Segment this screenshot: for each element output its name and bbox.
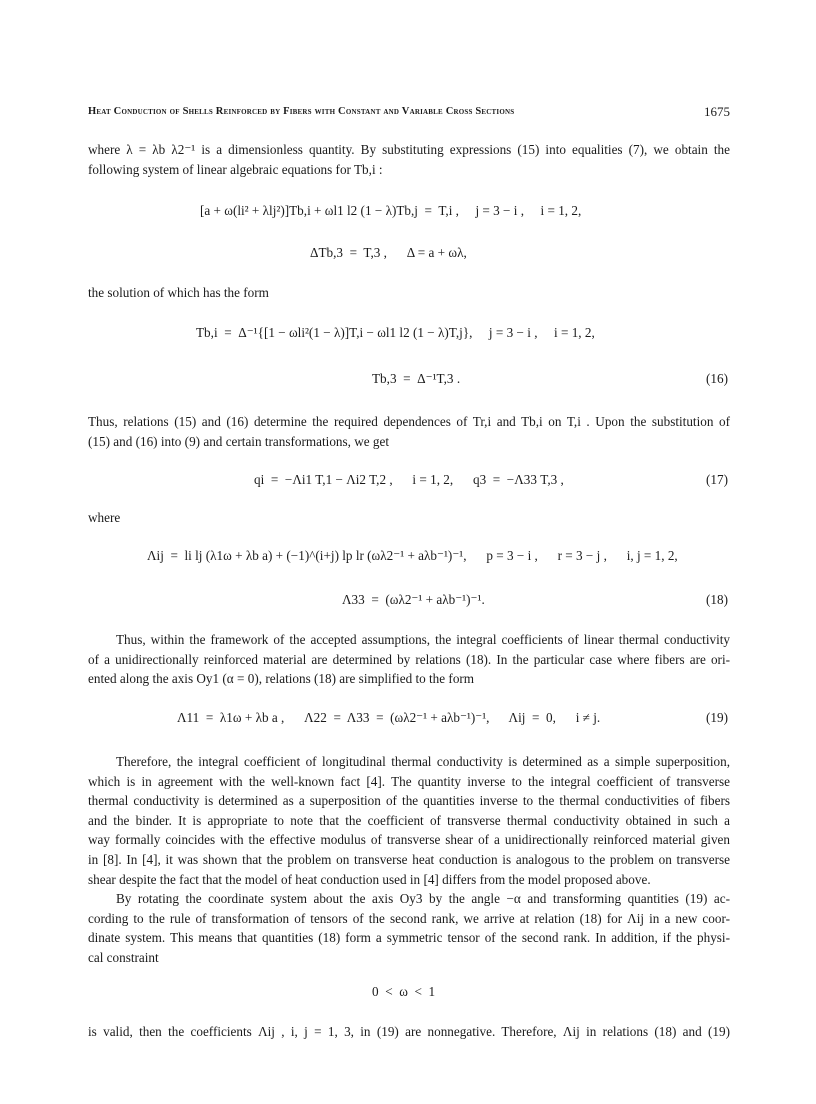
text-line: cording to the rule of transformation of tensors of the second rank, we arrive at relation (18) for Λij in a new coor- [88, 910, 730, 926]
intro-paragraph [88, 140, 730, 179]
final-paragraph [88, 1022, 730, 1042]
rotating-paragraph [88, 889, 730, 967]
solution-label: the solution of which has the form [88, 285, 269, 300]
constraint-inequality: 0 < ω < 1 [372, 984, 436, 999]
equation-number-19: (19) [706, 710, 728, 725]
text-line: (15) and (16) into (9) and certain transformations, we get [88, 433, 390, 449]
where-label: where [88, 510, 121, 525]
therefore-paragraph [88, 752, 730, 889]
text-line: which is in agreement with the well-known fact [4]. The quantity inverse to the integral coefficient of transverse [88, 773, 730, 789]
running-title: Heat Conduction of Shells Reinforced by Fibers with Constant and Variable Cross Sections [88, 106, 515, 117]
equation-16-line-2: Tb,3 = Δ⁻¹T,3 . [372, 371, 461, 386]
text-line: cal constraint [88, 949, 159, 965]
text-line: and the binder. It is appropriate to note that the coefficient of transverse thermal conductivity obtained in such a [88, 812, 730, 828]
thus-paragraph-1 [88, 412, 730, 451]
text-line: shear despite the fact that the model of heat conduction used in [4] differs from the model proposed above. [88, 871, 651, 887]
equation-system-line-1: [a + ω(li² + λlj²)]Tb,i + ωl1 l2 (1 − λ)Tb,j = T,i , j = 3 − i , i = 1, 2, [200, 203, 582, 218]
text-line: following system of linear algebraic equations for Tb,i : [88, 161, 383, 177]
text-line: dinate system. This means that quantities (18) form a symmetric tensor of the second rank. In addition, if the physi- [88, 930, 730, 946]
text-line: By rotating the coordinate system about the axis Oy3 by the angle −α and transforming quantities (19) ac- [116, 891, 730, 906]
text-line: where λ = λb λ2⁻¹ is a dimensionless quantity. By substituting expressions (15) into equalities (7), we obtain the [88, 142, 730, 157]
equation-18-line-1: Λij = li lj (λ1ω + λb a) + (−1)^(i+j) lp lr (ωλ2⁻¹ + aλb⁻¹)⁻¹, p = 3 − i , r = 3 − j , i, j = 1, 2, [147, 548, 678, 563]
text-line: in [8]. In [4], it was shown that the problem on transverse heat conduction is analogous to the problem on transverse [88, 851, 730, 867]
text-line: Thus, relations (15) and (16) determine the required dependences of Tr,i and Tb,i on T,i . Upon the substitution of [88, 414, 730, 429]
equation-16-line-1: Tb,i = Δ⁻¹{[1 − ωli²(1 − λ)]T,i − ωl1 l2 (1 − λ)T,j}, j = 3 − i , i = 1, 2, [196, 325, 595, 340]
text-line: way formally coincides with the effective modulus of transverse shear of a unidirectionally reinforced material given [88, 832, 730, 848]
text-line: Thus, within the framework of the accepted assumptions, the integral coefficients of linear thermal conductivity [116, 632, 730, 647]
text-line: of a unidirectionally reinforced material are determined by relations (18). In the particular case where fibers are ori- [88, 651, 730, 667]
text-line: ented along the axis Oy1 (α = 0), relations (18) are simplified to the form [88, 671, 475, 687]
equation-19: Λ11 = λ1ω + λb a , Λ22 = Λ33 = (ωλ2⁻¹ + aλb⁻¹)⁻¹, Λij = 0, i ≠ j. [177, 710, 601, 725]
thus-paragraph-2 [88, 630, 730, 689]
text-line: Therefore, the integral coefficient of longitudinal thermal conductivity is determined as a simple superposition, [116, 754, 730, 769]
equation-17: qi = −Λi1 T,1 − Λi2 T,2 , i = 1, 2, q3 = −Λ33 T,3 , [254, 472, 564, 487]
equation-number-16: (16) [706, 371, 728, 386]
text-line: thermal conductivity is determined as a superposition of the quantities inverse to the thermal conductivities of fibers [88, 793, 730, 809]
equation-system-line-2: ΔTb,3 = T,3 , Δ = a + ωλ, [310, 245, 467, 260]
page-number: 1675 [704, 104, 730, 119]
equation-number-17: (17) [706, 472, 728, 487]
equation-18-line-2: Λ33 = (ωλ2⁻¹ + aλb⁻¹)⁻¹. [342, 592, 485, 607]
text-line: is valid, then the coefficients Λij , i, j = 1, 3, in (19) are nonnegative. Therefore, Λij in relations (18) and (19) [88, 1024, 730, 1039]
equation-number-18: (18) [706, 592, 728, 607]
